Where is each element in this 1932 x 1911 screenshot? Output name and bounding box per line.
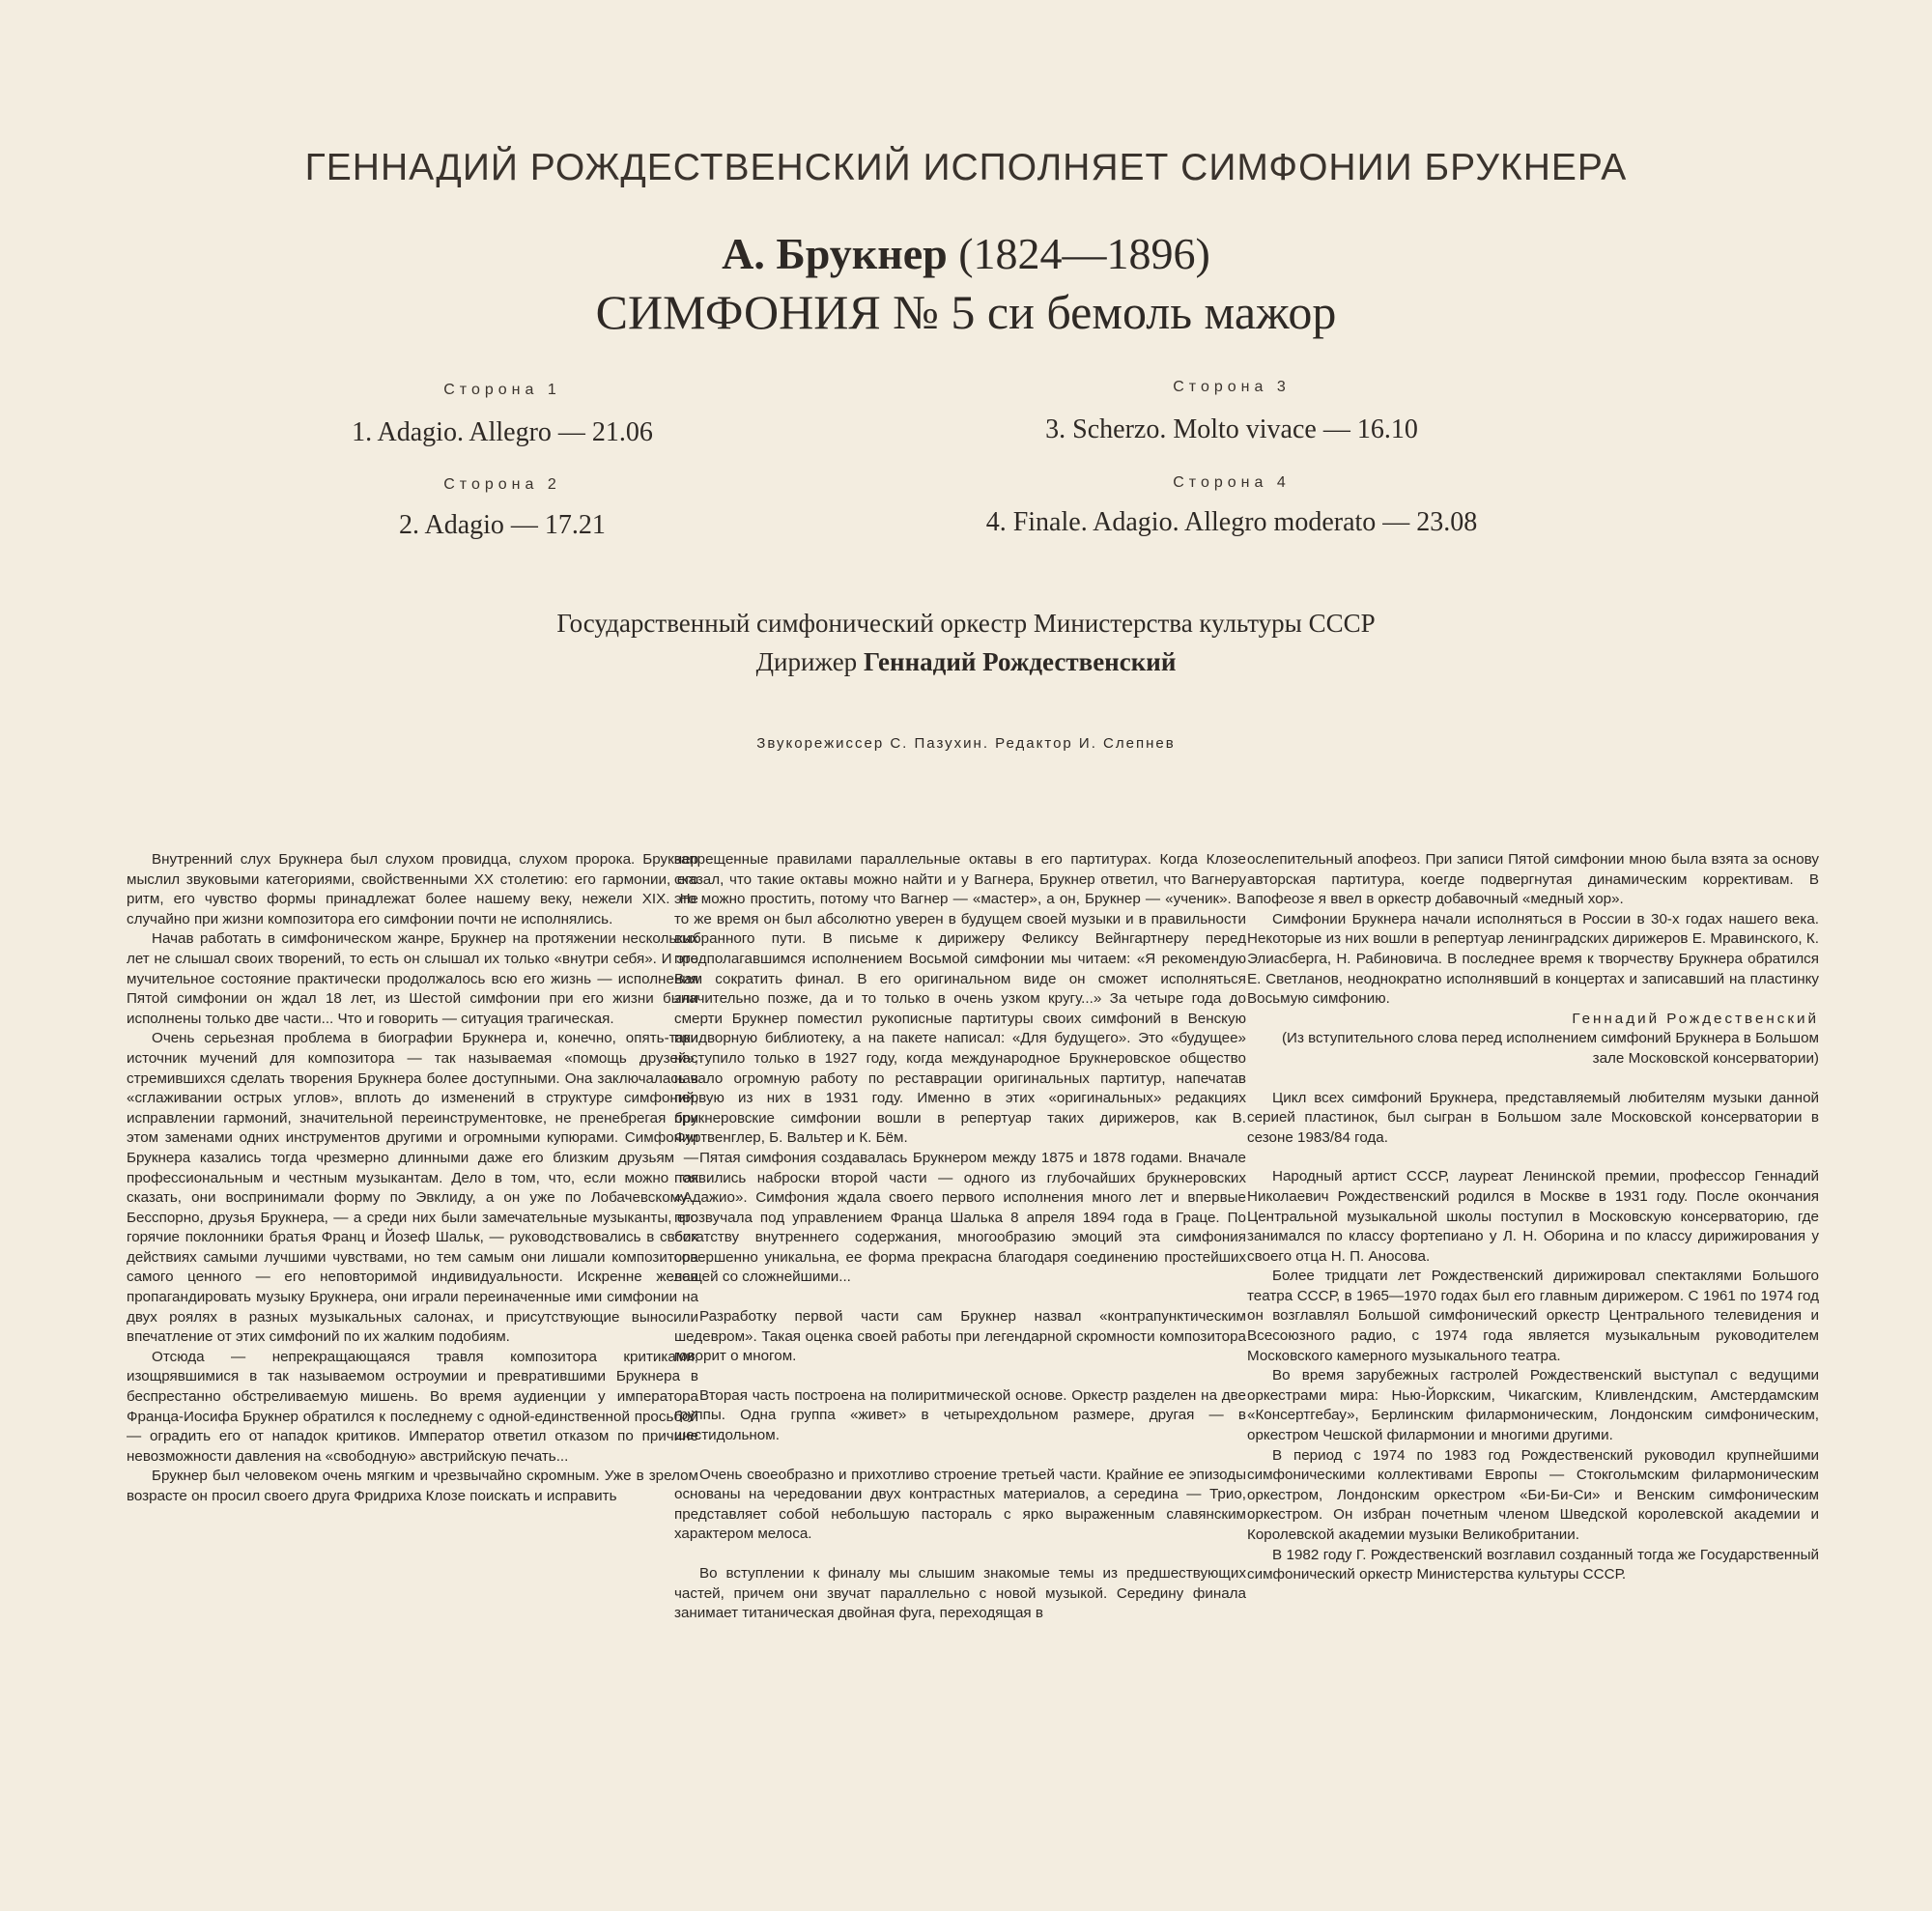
article-paragraph: Начав работать в симфоническом жанре, Брукнер на протяжении нескольких лет не слышал своих творений, то есть он слышал их только «внутри себя». И это мучительное состояние практически продолжалось всю его жизнь — исполнения Пятой симфонии он ждал 18 лет, из Шестой симфонии при его жизни были исполнены только две части... Что и говорить — ситуация трагическая. bbox=[127, 930, 698, 1027]
conductor-name: Геннадий Рождественский bbox=[863, 647, 1177, 676]
article-paragraph: Очень серьезная проблема в биографии Брукнера и, конечно, опять-таки источник мучений для композитора — так называемая «помощь друзей», стремившихся сделать творения Брукнера более доступными. Она заключалась в «сглаживании острых углов», вплоть до изменений в структуре симфоний, исправлении гармоний, значительной переинструментовке, не пренебрегая при этом заменами одних инструментов другими и огромными купюрами. Симфонии Брукнера казались тогда чрезмерно длинными даже его близким друзьям — профессиональным и честным музыкантам. Дело в том, что, если можно так сказать, они воспринимали форму по Эвклиду, а он уже по Лобачевскому... Бесспорно, друзья Брукнера, — а среди них были замечательные музыканты, его горячие поклонники братья Франц и Йозеф Шальк, — руководствовались в своих действиях самыми лучшими чувствами, но тем самым они лишали композитора самого ценного — его неповторимой индивидуальности. Искренне желая пропагандировать музыку Брукнера, они играли переиначенные ими симфонии на двух роялях в разных музыкальных салонах, и присутствующие выносили впечатление от этих симфоний по их жалким подобиям. bbox=[127, 1030, 698, 1346]
side-3-track: 3. Scherzo. Molto vivace — 16.10 bbox=[1045, 414, 1418, 444]
article-paragraph: Симфонии Брукнера начали исполняться в России в 30-х годах нашего века. Некоторые из них вошли в репертуар ленинградских дирижеров Е. Мравинского, К. Элиасберга, Н. Рабиновича. В последнее время к творчеству Брукнера обратился Е. Светланов, неоднократно исполнявший в концертах и записавший на пластинку Восьмую симфонию. bbox=[1247, 910, 1819, 1008]
article-paragraph: Пятая симфония создавалась Брукнером между 1875 и 1878 годами. Вначале появились наброски второй части — одного из глубочайших брукнеровских «Адажио». Симфония ждала своего первого исполнения много лет и впервые прозвучала под управлением Франца Шалька 8 апреля 1894 года в Граце. По богатству внутреннего содержания, многообразию эмоций эта симфония совершенно уникальна, ее форма прекрасна благодаря соединению простейших вещей со сложнейшими... bbox=[674, 1149, 1246, 1286]
article-paragraph: Отсюда — непрекращающаяся травля композитора критиками, изощрявшимися в так называемом остроумии и превратившими Брукнера в беспрестанно обстреливаемую мишень. Во время аудиенции у императора Франца-Иосифа Брукнер обратился к последнему с одной-единственной просьбой — оградить его от нападок критиков. Император ответил отказом по причине невозможности давления на «свободную» австрийскую печать... bbox=[127, 1348, 698, 1465]
conductor-label: Дирижер bbox=[755, 647, 858, 676]
article-column-2 bbox=[674, 850, 1246, 1624]
composer-dates: (1824—1896) bbox=[958, 229, 1210, 278]
composer-name: А. Брукнер bbox=[722, 229, 948, 278]
article-column-3 bbox=[1247, 850, 1819, 1585]
article-paragraph: Внутренний слух Брукнера был слухом провидца, слухом пророка. Брукнер мыслил звуковыми категориями, свойственными XX столетию: его гармонии, его ритм, его чувство формы принадлежат более нашему веку, нежели XIX. Не случайно при жизни композитора его симфонии почти не исполнялись. bbox=[127, 851, 698, 927]
article-column-1 bbox=[127, 850, 698, 1507]
symphony-title: СИМФОНИЯ № 5 си бемоль мажор bbox=[595, 285, 1337, 339]
article-paragraph: Вторая часть построена на полиритмической основе. Оркестр разделен на две группы. Одна группа «живет» в четырехдольном размере, другая — в шестидольном. bbox=[674, 1386, 1246, 1444]
article-paragraph: Разработку первой части сам Брукнер назвал «контрапунктическим шедевром». Такая оценка своей работы при легендарной скромности композитора говорит о многом. bbox=[674, 1308, 1246, 1365]
article-paragraph: Во вступлении к финалу мы слышим знакомые темы из предшествующих частей, причем они звучат параллельно с новой музыкой. Середину финала занимает титаническая двойная фуга, переходящая в bbox=[674, 1565, 1246, 1622]
quote-source: (Из вступительного слова перед исполнением симфоний Брукнера в Большом зале Московской консерватории) bbox=[1282, 1030, 1819, 1067]
article-paragraph: запрещенные правилами параллельные октавы в его партитурах. Когда Клозе сказал, что такие октавы можно найти и у Вагнера, Брукнер ответил, что Вагнеру это можно простить, потому что Вагнер — «мастер», а он, Брукнер — «ученик». В то же время он был абсолютно уверен в будущем своей музыки и в правильности выбранного пути. В письме к дирижеру Феликсу Вейнгартнеру перед предполагавшимся исполнением Восьмой симфонии мы читаем: «Я рекомендую Вам сократить финал. В его оригинальном виде он сможет исполняться значительно позже, да и то только в очень узком кругу...» За четыре года до смерти Брукнер поместил рукописные партитуры своих симфоний в Венскую придворную библиотеку, а на пакете написал: «Для будущего». Это «будущее» наступило только в 1927 году, когда международное Брукнеровское общество начало огромную работу по реставрации оригинальных партитур, напечатав первую из них в 1931 году. Именно в этих «оригинальных» редакциях брукнеровские симфонии вошли в репертуар таких дирижеров, как В. Фуртвенглер, Б. Вальтер и К. Бём. bbox=[674, 851, 1246, 1147]
article-paragraph: Цикл всех симфоний Брукнера, представляемый любителям музыки данной серией пластинок, был сыгран в Большом зале Московской консерватории в сезоне 1983/84 года. bbox=[1247, 1089, 1819, 1146]
orchestra-name: Государственный симфонический оркестр Министерства культуры СССР bbox=[556, 609, 1376, 638]
biography-paragraph: В период с 1974 по 1983 год Рождественский руководил крупнейшими симфоническими коллективами Европы — Стокгольмским филармоническим оркестром, Лондонским оркестром «Би-Би-Си» и Венским симфоническим оркестром. Он избран почетным членом Шведской королевской академии и Королевской академии музыки Великобритании. bbox=[1247, 1446, 1819, 1543]
biography-paragraph: Народный артист СССР, лауреат Ленинской премии, профессор Геннадий Николаевич Рождественский родился в Москве в 1931 году. После окончания Центральной музыкальной школы поступил в Московскую консерваторию, где занимался по классу фортепиано у Л. Н. Оборина и по классу дирижирования у своего отца Н. П. Аносова. bbox=[1247, 1168, 1819, 1265]
article-paragraph: ослепительный апофеоз. При записи Пятой симфонии мною была взята за основу авторская партитура, коегде подвергнутая динамическим коррективам. В апофеозе я ввел в оркестр добавочный «медный хор». bbox=[1247, 851, 1819, 908]
side-2-track: 2. Adagio — 17.21 bbox=[399, 510, 606, 540]
side-1-track: 1. Adagio. Allegro — 21.06 bbox=[352, 417, 653, 447]
side-4-track: 4. Finale. Adagio. Allegro moderato — 23.08 bbox=[985, 507, 1478, 537]
biography-paragraph: В 1982 году Г. Рождественский возглавил созданный тогда же Государственный симфонический оркестр Министерства культуры СССР. bbox=[1247, 1546, 1819, 1583]
series-title: ГЕННАДИЙ РОЖДЕСТВЕНСКИЙ ИСПОЛНЯЕТ СИМФОНИИ БРУКНЕРА bbox=[304, 147, 1628, 188]
conductor-line bbox=[0, 647, 1932, 677]
side-4-label: Сторона 4 bbox=[1173, 474, 1291, 491]
composer-line bbox=[0, 228, 1932, 279]
production-credits: Звукорежиссер С. Пазухин. Редактор И. Слепнев bbox=[756, 735, 1176, 752]
biography-paragraph: Более тридцати лет Рождественский дирижировал спектаклями Большого театра СССР, в 1965—1970 годах был его главным дирижером. С 1961 по 1974 год он возглавлял Большой симфонический оркестр Центрального телевидения и Всесоюзного радио, с 1974 года является музыкальным руководителем Московского камерного музыкального театра. bbox=[1247, 1268, 1819, 1364]
article-paragraph: Очень своеобразно и прихотливо строение третьей части. Крайние ее эпизоды основаны на чередовании двух контрастных материалов, а середина — Трио, представляет собой небольшую пастораль с ярко выраженным славянским характером мелоса. bbox=[674, 1466, 1246, 1543]
side-3-label: Сторона 3 bbox=[1173, 379, 1291, 395]
quote-signature: Геннадий Рождественский bbox=[1572, 1010, 1819, 1027]
side-2-label: Сторона 2 bbox=[443, 476, 561, 493]
biography-paragraph: Во время зарубежных гастролей Рождественский выступал с ведущими оркестрами мира: Нью-Йоркским, Чикагским, Кливлендским, Амстердамским «Консертгебау», Берлинским филармоническим, Лондонским симфоническим, оркестром Чешской филармонии и многими другими. bbox=[1247, 1367, 1819, 1444]
article-paragraph: Брукнер был человеком очень мягким и чрезвычайно скромным. Уже в зрелом возрасте он просил своего друга Фридриха Клозе поискать и исправить bbox=[127, 1468, 698, 1504]
side-1-label: Сторона 1 bbox=[443, 382, 561, 398]
